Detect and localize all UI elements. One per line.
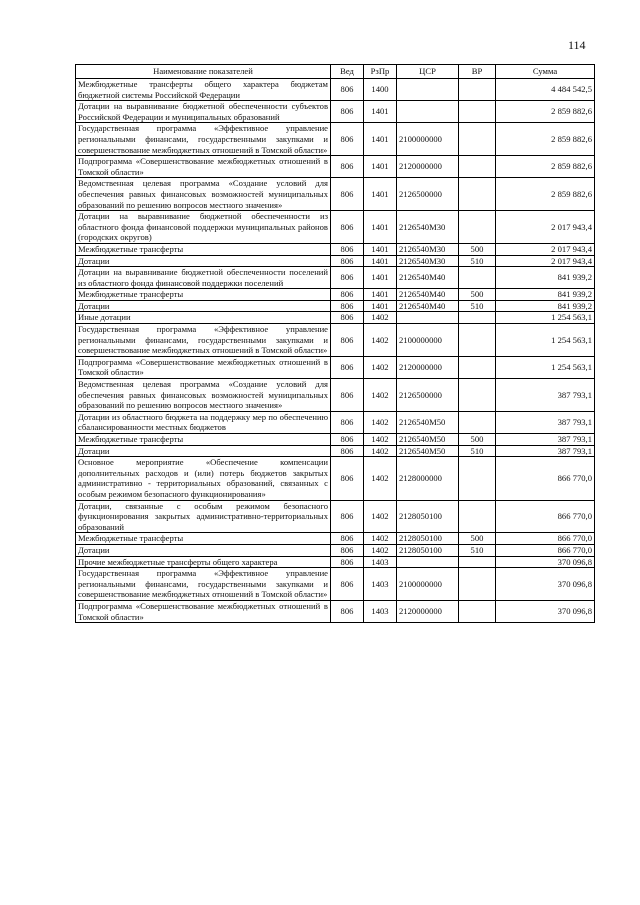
cell-rzpr: 1401: [364, 243, 397, 255]
cell-ved: 806: [331, 544, 364, 556]
cell-sum: 2 017 943,4: [496, 211, 595, 244]
cell-rzpr: 1402: [364, 533, 397, 545]
cell-ved: 806: [331, 255, 364, 267]
cell-name: Межбюджетные трансферты: [76, 434, 331, 446]
cell-name: Иные дотации: [76, 312, 331, 324]
cell-vr: [459, 267, 496, 289]
cell-sum: 387 793,1: [496, 434, 595, 446]
cell-vr: [459, 156, 496, 178]
table-row: [76, 267, 595, 289]
table-row: [76, 411, 595, 433]
cell-rzpr: 1401: [364, 289, 397, 301]
cell-ved: 806: [331, 600, 364, 622]
header-ved: Вед: [331, 65, 364, 79]
cell-rzpr: 1401: [364, 300, 397, 312]
cell-rzpr: 1402: [364, 411, 397, 433]
cell-sum: 387 793,1: [496, 379, 595, 412]
cell-rzpr: 1402: [364, 356, 397, 378]
table-row: [76, 434, 595, 446]
cell-sum: 4 484 542,5: [496, 79, 595, 101]
cell-csr: [397, 556, 459, 568]
cell-sum: 866 770,0: [496, 457, 595, 500]
table-row: [76, 243, 595, 255]
cell-ved: 806: [331, 324, 364, 357]
cell-sum: 866 770,0: [496, 500, 595, 533]
cell-rzpr: 1401: [364, 178, 397, 211]
header-rzpr: РзПр: [364, 65, 397, 79]
cell-name: Ведомственная целевая программа «Создание условий для обеспечения равных финансовых возможностей муниципальных образований по решению вопросов местного значения»: [76, 379, 331, 412]
cell-ved: 806: [331, 243, 364, 255]
cell-csr: 2120000000: [397, 156, 459, 178]
cell-vr: [459, 101, 496, 123]
cell-sum: 387 793,1: [496, 445, 595, 457]
cell-sum: 2 859 882,6: [496, 156, 595, 178]
cell-sum: 370 096,8: [496, 600, 595, 622]
cell-rzpr: 1401: [364, 156, 397, 178]
cell-sum: 2 859 882,6: [496, 101, 595, 123]
cell-ved: 806: [331, 445, 364, 457]
cell-csr: 2126540М40: [397, 289, 459, 301]
cell-vr: 510: [459, 255, 496, 267]
cell-name: Дотации из областного бюджета на поддержку мер по обеспечению сбалансированности местных бюджетов: [76, 411, 331, 433]
table-row: [76, 356, 595, 378]
cell-ved: 806: [331, 211, 364, 244]
table-row: [76, 533, 595, 545]
table-row: [76, 556, 595, 568]
cell-rzpr: 1402: [364, 379, 397, 412]
table-row: [76, 79, 595, 101]
table-row: [76, 457, 595, 500]
cell-sum: 1 254 563,1: [496, 312, 595, 324]
table-row: [76, 123, 595, 156]
cell-csr: 2126540М40: [397, 267, 459, 289]
table-row: [76, 324, 595, 357]
header-csr: ЦСР: [397, 65, 459, 79]
page-number: 114: [568, 38, 586, 52]
cell-ved: 806: [331, 379, 364, 412]
cell-csr: 2100000000: [397, 324, 459, 357]
cell-vr: 510: [459, 300, 496, 312]
cell-csr: 2128050100: [397, 500, 459, 533]
cell-csr: 2120000000: [397, 356, 459, 378]
cell-name: Государственная программа «Эффективное управление региональными финансами, государственными закупками и совершенствование межбюджетных отношений в Томской области»: [76, 123, 331, 156]
cell-csr: 2126540М40: [397, 300, 459, 312]
header-sum: Сумма: [496, 65, 595, 79]
header-vr: ВР: [459, 65, 496, 79]
cell-vr: [459, 211, 496, 244]
cell-name: Межбюджетные трансферты: [76, 289, 331, 301]
cell-sum: 370 096,8: [496, 568, 595, 601]
cell-vr: [459, 411, 496, 433]
table-row: [76, 379, 595, 412]
cell-rzpr: 1401: [364, 101, 397, 123]
cell-csr: 2126500000: [397, 379, 459, 412]
cell-csr: [397, 79, 459, 101]
cell-rzpr: 1401: [364, 255, 397, 267]
cell-csr: 2126500000: [397, 178, 459, 211]
cell-name: Ведомственная целевая программа «Создание условий для обеспечения равных финансовых возможностей муниципальных образований по решению вопросов местного значения»: [76, 178, 331, 211]
cell-sum: 1 254 563,1: [496, 356, 595, 378]
cell-name: Дотации: [76, 300, 331, 312]
cell-vr: 500: [459, 434, 496, 446]
cell-name: Дотации: [76, 255, 331, 267]
cell-csr: 2128000000: [397, 457, 459, 500]
table-row: [76, 600, 595, 622]
cell-csr: 2126540М50: [397, 411, 459, 433]
cell-sum: 2 017 943,4: [496, 243, 595, 255]
cell-ved: 806: [331, 267, 364, 289]
table-row: [76, 568, 595, 601]
cell-ved: 806: [331, 178, 364, 211]
cell-name: Государственная программа «Эффективное управление региональными финансами, государственными закупками и совершенствование межбюджетных отношений в Томской области»: [76, 568, 331, 601]
cell-name: Дотации: [76, 544, 331, 556]
cell-rzpr: 1401: [364, 267, 397, 289]
cell-sum: 841 939,2: [496, 289, 595, 301]
table-row: [76, 445, 595, 457]
cell-name: Межбюджетные трансферты общего характера бюджетам бюджетной системы Российской Федерации: [76, 79, 331, 101]
cell-vr: [459, 556, 496, 568]
table-row: [76, 300, 595, 312]
cell-rzpr: 1401: [364, 211, 397, 244]
cell-vr: [459, 324, 496, 357]
cell-vr: [459, 457, 496, 500]
cell-vr: [459, 356, 496, 378]
table-row: [76, 289, 595, 301]
cell-sum: 841 939,2: [496, 267, 595, 289]
cell-sum: 2 859 882,6: [496, 178, 595, 211]
cell-name: Подпрограмма «Совершенствование межбюджетных отношений в Томской области»: [76, 156, 331, 178]
cell-rzpr: 1402: [364, 445, 397, 457]
cell-ved: 806: [331, 500, 364, 533]
cell-rzpr: 1402: [364, 312, 397, 324]
cell-name: Государственная программа «Эффективное управление региональными финансами, государственными закупками и совершенствование межбюджетных отношений в Томской области»: [76, 324, 331, 357]
cell-ved: 806: [331, 156, 364, 178]
cell-vr: 510: [459, 544, 496, 556]
table-row: [76, 178, 595, 211]
table-body: [76, 79, 595, 623]
cell-name: Основное мероприятие «Обеспечение компенсации дополнительных расходов и (или) потерь бюджетов закрытых административно - территориальных образований, связанных с особым режимом безопасного функционирования»: [76, 457, 331, 500]
cell-ved: 806: [331, 568, 364, 601]
cell-ved: 806: [331, 101, 364, 123]
cell-rzpr: 1403: [364, 556, 397, 568]
cell-rzpr: 1403: [364, 568, 397, 601]
table-header: [76, 65, 595, 79]
cell-ved: 806: [331, 356, 364, 378]
table-row: [76, 101, 595, 123]
cell-rzpr: 1402: [364, 324, 397, 357]
cell-name: Подпрограмма «Совершенствование межбюджетных отношений в Томской области»: [76, 600, 331, 622]
cell-sum: 2 017 943,4: [496, 255, 595, 267]
cell-csr: 2126540М50: [397, 445, 459, 457]
cell-name: Подпрограмма «Совершенствование межбюджетных отношений в Томской области»: [76, 356, 331, 378]
cell-vr: [459, 500, 496, 533]
cell-ved: 806: [331, 457, 364, 500]
cell-vr: [459, 568, 496, 601]
cell-sum: 841 939,2: [496, 300, 595, 312]
cell-name: Дотации на выравнивание бюджетной обеспеченности из областного фонда финансовой поддержки муниципальных районов (городских округов): [76, 211, 331, 244]
cell-rzpr: 1403: [364, 600, 397, 622]
table-row: [76, 156, 595, 178]
table-row: [76, 544, 595, 556]
cell-ved: 806: [331, 289, 364, 301]
cell-name: Прочие межбюджетные трансферты общего характера: [76, 556, 331, 568]
cell-vr: [459, 600, 496, 622]
cell-rzpr: 1400: [364, 79, 397, 101]
cell-vr: [459, 312, 496, 324]
cell-ved: 806: [331, 300, 364, 312]
cell-rzpr: 1402: [364, 544, 397, 556]
cell-sum: 866 770,0: [496, 544, 595, 556]
header-row: [76, 65, 595, 79]
cell-sum: 866 770,0: [496, 533, 595, 545]
cell-vr: [459, 123, 496, 156]
cell-name: Межбюджетные трансферты: [76, 533, 331, 545]
cell-name: Межбюджетные трансферты: [76, 243, 331, 255]
cell-ved: 806: [331, 411, 364, 433]
cell-name: Дотации: [76, 445, 331, 457]
table-row: [76, 211, 595, 244]
cell-vr: 500: [459, 533, 496, 545]
cell-csr: 2120000000: [397, 600, 459, 622]
cell-vr: [459, 79, 496, 101]
header-name: Наименование показателей: [76, 65, 331, 79]
cell-ved: 806: [331, 533, 364, 545]
table-row: [76, 312, 595, 324]
cell-csr: 2126540М50: [397, 434, 459, 446]
cell-ved: 806: [331, 434, 364, 446]
cell-rzpr: 1402: [364, 457, 397, 500]
cell-csr: 2126540М30: [397, 243, 459, 255]
cell-csr: 2100000000: [397, 568, 459, 601]
cell-csr: 2126540М30: [397, 255, 459, 267]
cell-sum: 2 859 882,6: [496, 123, 595, 156]
cell-csr: 2128050100: [397, 533, 459, 545]
cell-csr: 2128050100: [397, 544, 459, 556]
cell-csr: 2126540М30: [397, 211, 459, 244]
cell-ved: 806: [331, 556, 364, 568]
cell-csr: 2100000000: [397, 123, 459, 156]
cell-sum: 370 096,8: [496, 556, 595, 568]
cell-rzpr: 1402: [364, 500, 397, 533]
cell-vr: 510: [459, 445, 496, 457]
cell-vr: 500: [459, 243, 496, 255]
cell-ved: 806: [331, 123, 364, 156]
cell-ved: 806: [331, 312, 364, 324]
cell-csr: [397, 312, 459, 324]
budget-table: [75, 64, 595, 623]
cell-ved: 806: [331, 79, 364, 101]
cell-csr: [397, 101, 459, 123]
cell-sum: 1 254 563,1: [496, 324, 595, 357]
cell-name: Дотации на выравнивание бюджетной обеспеченности поселений из областного фонда финансовой поддержки поселений: [76, 267, 331, 289]
cell-name: Дотации, связанные с особым режимом безопасного функционирования закрытых административно-территориальных образований: [76, 500, 331, 533]
cell-name: Дотации на выравнивание бюджетной обеспеченности субъектов Российской Федерации и муниципальных образований: [76, 101, 331, 123]
cell-sum: 387 793,1: [496, 411, 595, 433]
cell-rzpr: 1401: [364, 123, 397, 156]
cell-rzpr: 1402: [364, 434, 397, 446]
cell-vr: [459, 178, 496, 211]
cell-vr: [459, 379, 496, 412]
table-row: [76, 500, 595, 533]
table-row: [76, 255, 595, 267]
cell-vr: 500: [459, 289, 496, 301]
